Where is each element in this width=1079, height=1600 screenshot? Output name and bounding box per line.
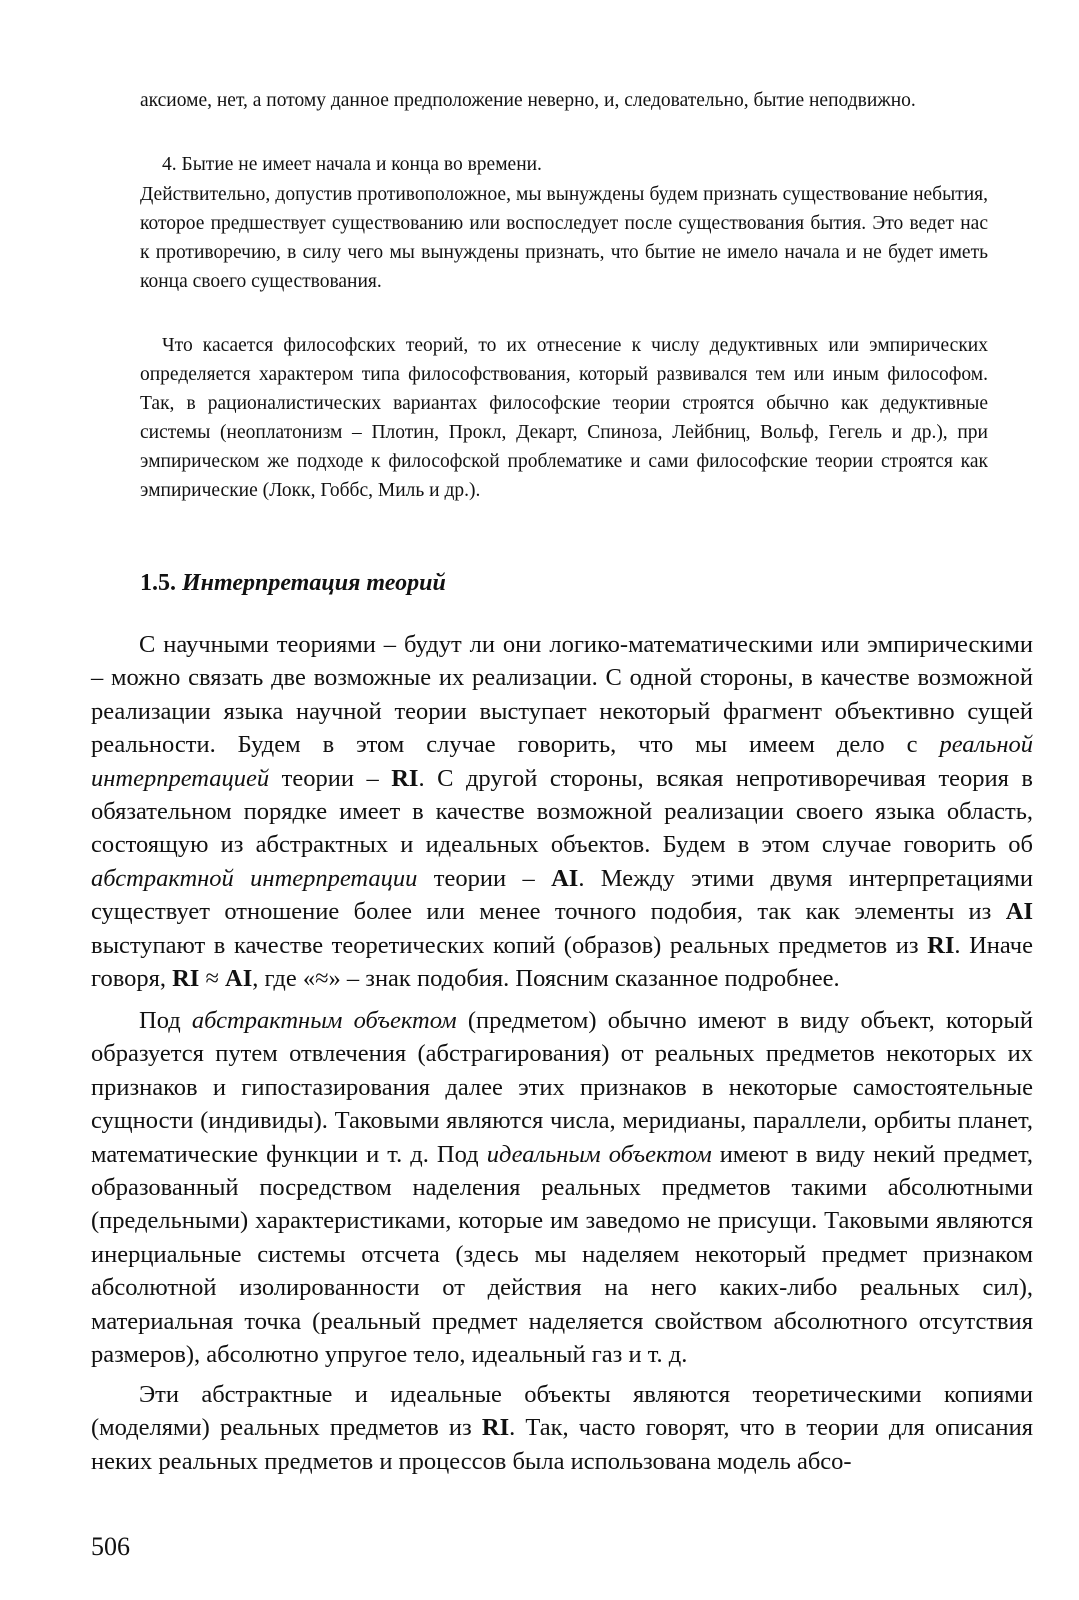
page-number: 506	[91, 1532, 130, 1561]
text: Действительно, допустив противоположное, мы вынуждены будем признать существование небытия, которое предшествует существованию или воспоследует после существования бытия. Это ведет нас к противоречию, в силу чего мы вынуждены признать, что бытие не имело начала и не будет иметь конца своего существования.	[140, 184, 988, 292]
symbol-ri: RI	[481, 1414, 510, 1442]
symbol-ri: RI	[172, 965, 200, 993]
symbol-ri: RI	[927, 931, 955, 959]
symbol-ai: AI	[1005, 898, 1033, 926]
paragraph-abstract-objects	[91, 1004, 1033, 1371]
text: выступают в качестве теоретических копий (образов) реальных предметов из	[91, 931, 928, 959]
emphasis-term: абстрактным объектом	[191, 1007, 457, 1034]
text: Под	[139, 1007, 192, 1034]
emphasis-term: идеальным объектом	[486, 1140, 712, 1168]
symbol-ri: RI	[391, 764, 419, 792]
symbol-ai: AI	[551, 864, 579, 892]
paragraph-intro-tail	[140, 86, 988, 115]
emphasis-term: абстрактной интерпретации	[91, 864, 418, 892]
paragraph-item4-body	[140, 180, 988, 296]
text: Что касается философских теорий, то их отнесение к числу дедуктивных или эмпирических определяется характером типа философствования, который развивался тем или иным философом. Так, в рационалистических вариантах философские теории строятся обычно как дедуктивные системы (неоплатонизм – Плотин, Прокл, Декарт, Спиноза, Лейбниц, Вольф, Гегель и др.), при эмпирическом же подходе к философской проблематике и сами философские теории строятся как эмпирические (Локк, Гоббс, Миль и др.).	[140, 335, 988, 501]
text: теории –	[269, 764, 392, 792]
text: теории –	[417, 864, 552, 892]
text: С научными теориями – будут ли они логико-математическими или эмпирическими – можно связать две возможные их реализации. С одной стороны, в качестве возможной реализации языка научной теории выступает некоторый фрагмент объективно сущей реальности. Будем в этом случае говорить, что мы имеем дело с	[91, 631, 1033, 759]
text: . Так, часто говорят, что в теории для описания неких реальных предметов и процессов была использована модель абсо-	[91, 1414, 1033, 1475]
text: . С другой стороны, всякая непротиворечивая теория в обязательном порядке имеет в качестве возможной реализации своего языка область, состоящую из абстрактных и идеальных объектов. Будем в этом случае говорить об	[91, 764, 1033, 859]
text: (предметом) обычно имеют в виду объект, который образуется путем отвлечения (абстрагирования) от реальных предметов некоторых их признаков и гипостазирования далее этих признаков в некоторые самостоятельные сущности (индивиды). Таковыми являются числа, меридианы, параллели, орбиты планет, математические функции и т. д. Под	[91, 1007, 1033, 1168]
text: ≈	[199, 965, 226, 993]
text: аксиоме, нет, а потому данное предположение неверно, и, следовательно, бытие неподвижно.	[140, 90, 916, 111]
text: Эти абстрактные и идеальные объекты являются теоретическими копиями (моделями) реальных предметов из	[91, 1381, 1033, 1442]
paragraph-models	[91, 1378, 1033, 1478]
paragraph-item4-title	[140, 150, 988, 179]
emphasis-term: реальной интерпретацией	[91, 731, 1033, 792]
paragraph-philosophy	[140, 331, 988, 505]
text: , где «≈» – знак подобия. Поясним сказанное подробнее.	[252, 965, 840, 993]
section-heading	[140, 570, 446, 597]
text: . Иначе говоря,	[91, 931, 1033, 993]
paragraph-interpretations	[91, 628, 1033, 995]
text: 4. Бытие не имеет начала и конца во времени.	[162, 154, 542, 175]
section-title: Интерпретация теорий	[182, 570, 446, 596]
symbol-ai: AI	[225, 965, 253, 993]
text: имеют в виду некий предмет, образованный посредством наделения реальных предметов такими абсолютными (предельными) характеристиками, которые им заведомо не присущи. Таковыми являются инерциальные системы отсчета (здесь мы наделяем некоторый предмет признаком абсолютной изолированности от действия на него каких-либо реальных сил), материальная точка (реальный предмет наделяется свойством абсолютного отсутствия размеров), абсолютно упругое тело, идеальный газ и т. д.	[91, 1140, 1033, 1369]
section-number: 1.5.	[140, 570, 176, 596]
text: . Между этими двумя интерпретациями существует отношение более или менее точного подобия, так как элементы из	[91, 864, 1033, 926]
